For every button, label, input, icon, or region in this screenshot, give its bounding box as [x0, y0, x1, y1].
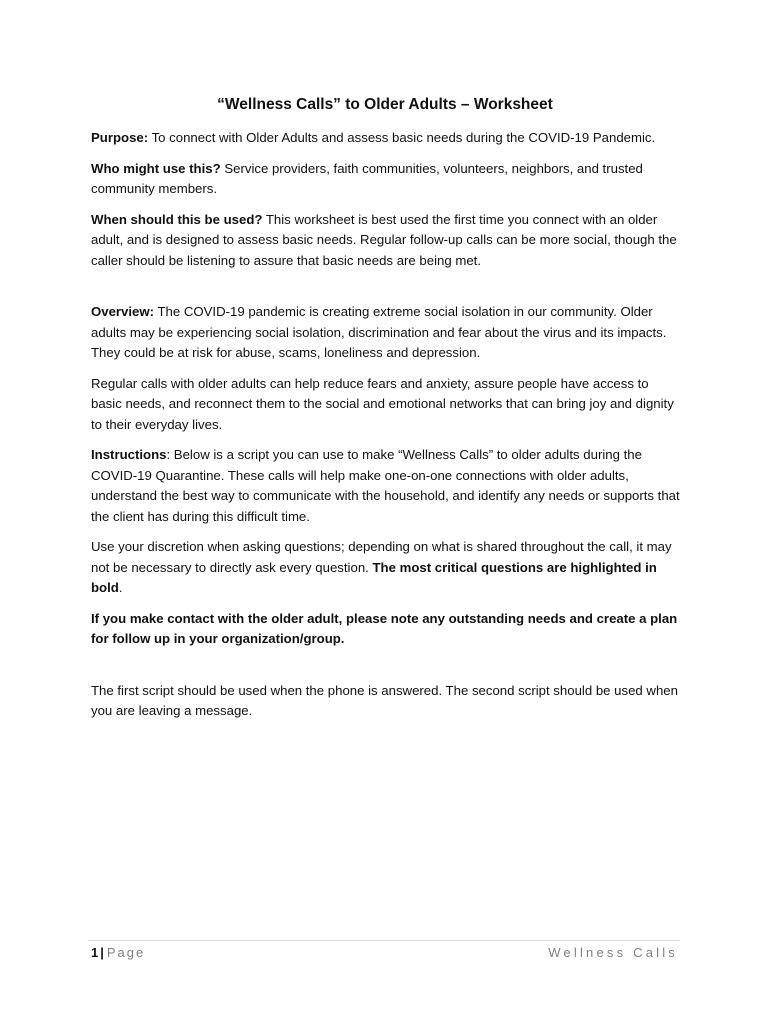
contact-note-paragraph: If you make contact with the older adult, please note any outstanding needs and create a plan for follow up in your organization/group. — [91, 610, 678, 646]
page-word: Page — [106, 945, 146, 960]
regular-calls-paragraph: Regular calls with older adults can help reduce fears and anxiety, assure people have access to basic needs, and reconnect them to the social and emotional networks that can bring joy and dignity to their everyday lives. — [91, 375, 674, 432]
discretion-text: Use your discretion when asking questions; depending on what is shared throughout the call, it may not be necessary to directly ask every question. — [91, 539, 672, 575]
when-text: This worksheet is best used the first time you connect with an older adult, and is designed to assess basic needs. Regular follow-up calls can be more social, though the caller should be listening to assure that basic needs are being met. — [91, 211, 677, 268]
instructions-label: Instructions — [91, 447, 167, 462]
when-label: When should this be used? — [91, 211, 263, 227]
who-label: Who might use this? — [91, 160, 221, 176]
scripts-note-paragraph: The first script should be used when the phone is answered. The second script should be used when you are leaving a message. — [91, 682, 678, 718]
instructions-text: : Below is a script you can use to make “Wellness Calls” to older adults during the COVID-19 Quarantine. These calls will help make one-on-one connections with older adults, understand the best way to communicate with the household, and identify any needs or supports that the client has during this difficult time. — [91, 447, 680, 524]
instructions-paragraph — [91, 445, 681, 527]
page-title: “Wellness Calls” to Older Adults – Worksheet — [217, 96, 553, 113]
purpose-paragraph — [91, 128, 681, 149]
document-body — [91, 128, 681, 732]
discretion-paragraph — [91, 537, 681, 599]
footer-separator: | — [100, 945, 104, 960]
discretion-bold-text: The most critical questions are highlighted in bold — [91, 559, 657, 595]
purpose-label: Purpose: — [91, 130, 149, 145]
footer-divider — [88, 940, 680, 941]
when-paragraph — [91, 210, 681, 272]
footer-document-name: Wellness Calls — [548, 945, 678, 960]
page-number: 1 — [91, 945, 99, 960]
purpose-text: To connect with Older Adults and assess basic needs during the COVID-19 Pandemic. — [148, 130, 656, 145]
overview-label: Overview: — [91, 304, 155, 319]
overview-text: The COVID-19 pandemic is creating extreme social isolation in our community. Older adults may be experiencing social isolation, discrimination and fear about the virus and its impacts. They could be at risk for abuse, scams, loneliness and depression. — [91, 304, 667, 360]
overview-paragraph — [91, 302, 681, 364]
who-text: Service providers, faith communities, volunteers, neighbors, and trusted community members. — [91, 160, 643, 196]
who-paragraph — [91, 159, 681, 200]
discretion-end: . — [118, 580, 123, 595]
footer-page-label — [91, 944, 145, 962]
